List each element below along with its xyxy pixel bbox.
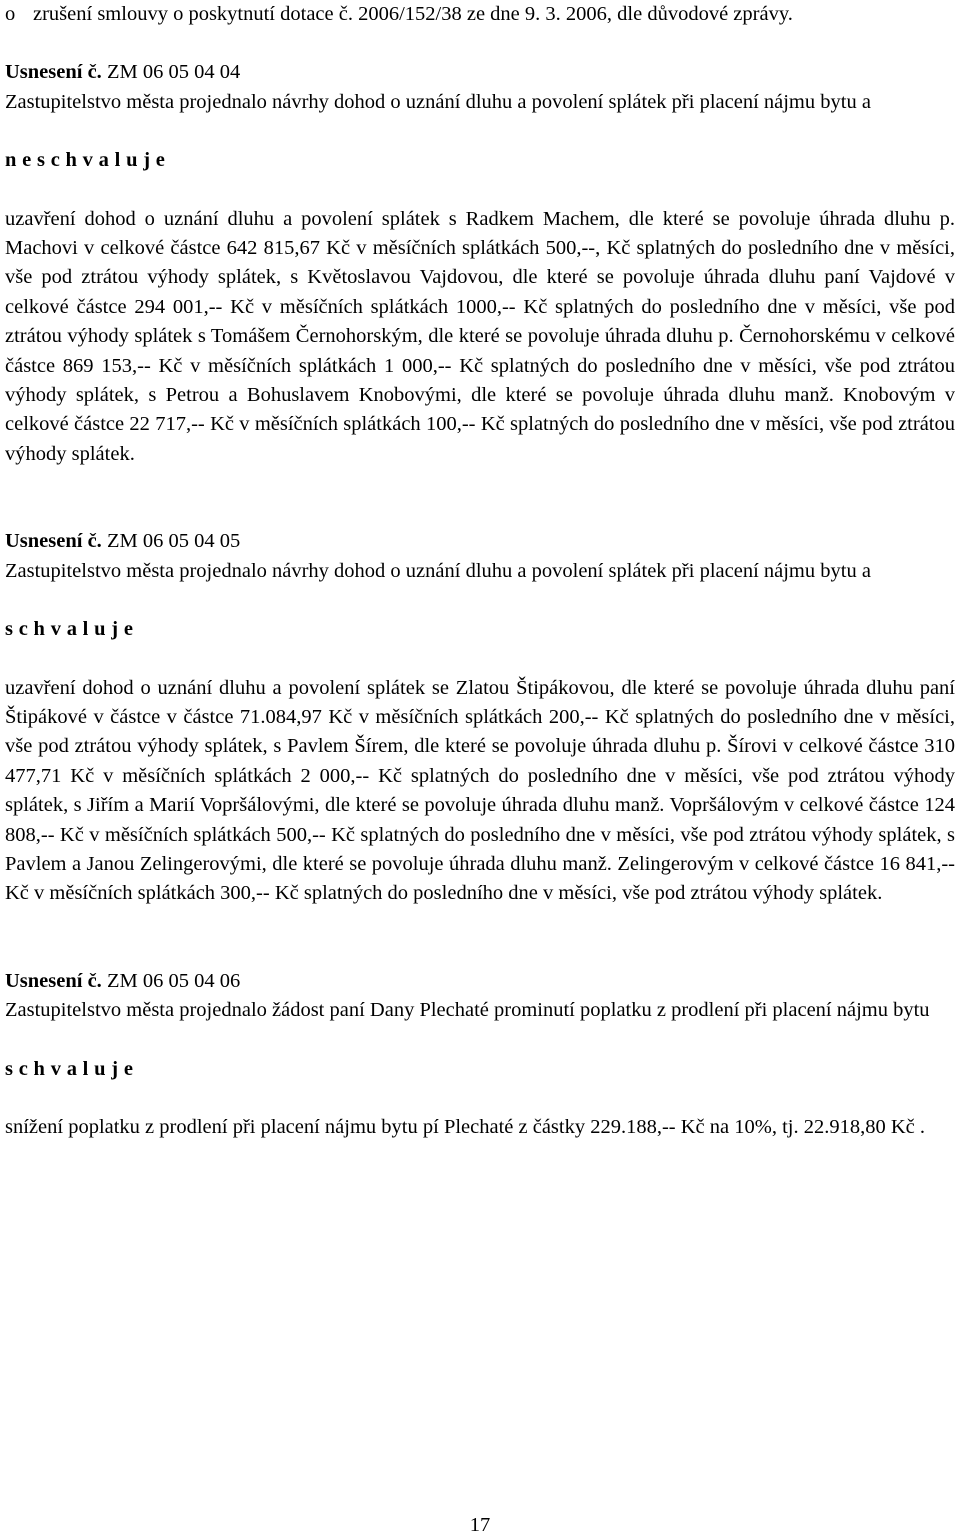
bullet-text: zrušení smlouvy o poskytnutí dotace č. 2006/152/38 ze dne 9. 3. 2006, dle důvodové zprávy. [33, 3, 793, 25]
resolution-heading-label: Usnesení č. [5, 530, 102, 553]
resolution-verdict: neschvaluje [5, 149, 171, 172]
resolution-body: uzavření dohod o uznání dluhu a povolení splátek se Zlatou Štipákovou, dle které se povoluje úhrada dluhu paní Štipákové v částce v částce 71.084,97 Kč v měsíčních splátkách 200,-- Kč splatných do posledního dne v měsíci, vše pod ztrátou výhody splátek, s Pavlem Šírem, dle které se povoluje úhrada dluhu p. Šírovi v celkové částce 310 477,71 Kč v měsíčních splátkách 2 000,-- Kč splatných do posledního dne v měsíci, vše pod ztrátou výhody splátek, s Jiřím a Marií Vopršálovými, dle které se povoluje úhrada dluhu manž. Vopršálovým v celkové částce 124 808,-- Kč v měsíčních splátkách 500,-- Kč splatných do posledního dne v měsíci, vše pod ztrátou výhody splátek, s Pavlem a Janou Zelingerovými, dle které se povoluje úhrada dluhu manž. Zelingerovým v celkové částce 16 841,-- Kč v měsíčních splátkách 300,-- Kč splatných do posledního dne v měsíci, vše pod ztrátou výhody splátek. [5, 676, 955, 905]
page-number: 17 [469, 1514, 491, 1536]
resolution-heading [5, 58, 955, 87]
resolution-intro: Zastupitelstvo města projednalo návrhy dohod o uznání dluhu a povolení splátek při placení nájmu bytu a [5, 559, 871, 582]
resolution-04-06 [5, 967, 955, 1143]
resolution-number: ZM 06 05 04 06 [101, 969, 241, 992]
resolution-04-05 [5, 527, 955, 908]
resolution-number: ZM 06 05 04 05 [101, 530, 241, 553]
resolution-body: snížení poplatku z prodlení při placení nájmu bytu pí Plechaté z částky 229.188,-- Kč na 10%, tj. 22.918,80 Kč . [5, 1115, 925, 1138]
resolution-body: uzavření dohod o uznání dluhu a povolení splátek s Radkem Machem, dle které se povoluje úhrada dluhu p. Machovi v celkové částce 642 815,67 Kč v měsíčních splátkách 500,--, Kč splatných do posledního dne v měsíci, vše pod ztrátou výhody splátek, s Květoslavou Vajdovou, dle které se povoluje úhrada dluhu paní Vajdové v celkové částce 294 001,-- Kč v měsíčních splátkách 1000,-- Kč splatných do posledního dne v měsíci, vše pod ztrátou výhody splátek s Tomášem Černohorským, dle které se povoluje úhrada dluhu p. Černohorskému v celkové částce 869 153,-- Kč v měsíčních splátkách 1 000,-- Kč splatných do posledního dne v měsíci, vše pod ztrátou výhody splátek, s Petrou a Bohuslavem Knobovými, dle které se povoluje úhrada dluhu manž. Knobovým v celkové částce 22 717,-- Kč v měsíčních splátkách 100,-- Kč splatných do posledního dne v měsíci, vše pod ztrátou výhody splátek. [5, 207, 955, 465]
document-page [5, 0, 955, 1142]
resolution-intro: Zastupitelstvo města projednalo žádost paní Dany Plechaté prominutí poplatku z prodlení při placení nájmu bytu [5, 999, 930, 1022]
bullet-marker: o [5, 3, 16, 25]
resolution-verdict: schvaluje [5, 618, 139, 641]
resolution-intro: Zastupitelstvo města projednalo návrhy dohod o uznání dluhu a povolení splátek při placení nájmu bytu a [5, 90, 871, 113]
resolution-heading [5, 967, 955, 996]
resolution-heading-label: Usnesení č. [5, 61, 102, 84]
resolution-verdict: schvaluje [5, 1057, 139, 1080]
resolution-04-04 [5, 58, 955, 469]
resolution-heading-label: Usnesení č. [5, 969, 102, 992]
list-item [5, 0, 955, 29]
resolution-number: ZM 06 05 04 04 [101, 61, 241, 84]
resolution-heading [5, 527, 955, 556]
